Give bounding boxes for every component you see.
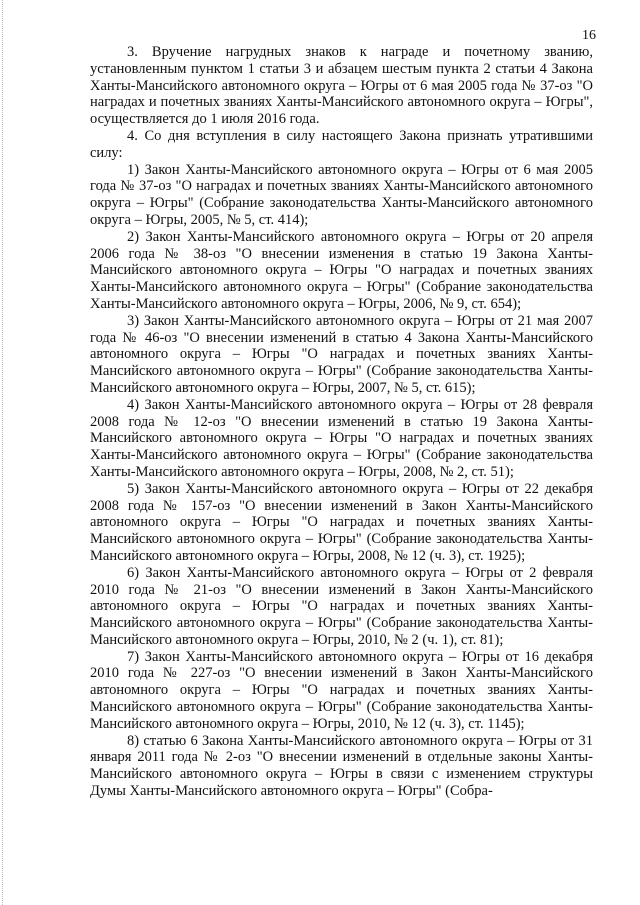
document-body: [90, 44, 593, 800]
list-item-repeal-2: 2) Закон Ханты-Мансийского автономного округа – Югры от 20 апреля 2006 года № 38-оз "О внесении изменения в статью 19 Закона Ханты-Мансийского автономного округа – Югры "О наградах и почетных званиях Ханты-Мансийского автономного округа – Югры" (Собрание законодательства Ханты-Мансийского автономного округа – Югры, 2006, № 9, ст. 654);: [90, 228, 593, 312]
list-item-repeal-4: 4) Закон Ханты-Мансийского автономного округа – Югры от 28 февраля 2008 года № 12-оз "О внесении изменений в статью 19 Закона Ханты-Мансийского автономного округа – Югры "О наградах и почетных званиях Ханты-Мансийского автономного округа – Югры" (Собрание законодательства Ханты-Мансийского автономного округа – Югры, 2008, № 2, ст. 51);: [90, 396, 593, 480]
scan-edge: [2, 0, 4, 905]
list-item-repeal-8: 8) статью 6 Закона Ханты-Мансийского автономного округа – Югры от 31 января 2011 года № 2-оз "О внесении изменений в отдельные законы Ханты-Мансийского автономного округа – Югры в связи с изменением структуры Думы Ханты-Мансийского автономного округа – Югры" (Собра-: [90, 732, 593, 800]
list-item-repeal-5: 5) Закон Ханты-Мансийского автономного округа – Югры от 22 декабря 2008 года № 157-оз "О внесении изменений в Закон Ханты-Мансийского автономного округа – Югры "О наградах и почетных званиях Ханты-Мансийского автономного округа – Югры" (Собрание законодательства Ханты-Мансийского автономного округа – Югры, 2008, № 12 (ч. 3), ст. 1925);: [90, 480, 593, 564]
paragraph-awards-deadline: 3. Вручение нагрудных знаков к награде и почетному званию, установленным пунктом 1 статьи 3 и абзацем шестым пункта 2 статьи 4 Закона Ханты-Мансийского автономного округа – Югры от 6 мая 2005 года № 37-оз "О наградах и почетных званиях Ханты-Мансийского автономного округа – Югры", осуществляется до 1 июля 2016 года.: [90, 44, 593, 128]
list-item-repeal-3: 3) Закон Ханты-Мансийского автономного округа – Югры от 21 мая 2007 года № 46-оз "О внесении изменений в статью 4 Закона Ханты-Мансийского автономного округа – Югры "О наградах и почетных званиях Ханты-Мансийского автономного округа – Югры" (Собрание законодательства Ханты-Мансийского автономного округа – Югры, 2007, № 5, ст. 615);: [90, 312, 593, 396]
list-item-repeal-1: 1) Закон Ханты-Мансийского автономного округа – Югры от 6 мая 2005 года № 37-оз "О наградах и почетных званиях Ханты-Мансийского автономного округа – Югры" (Собрание законодательства Ханты-Мансийского автономного округа – Югры, 2005, № 5, ст. 414);: [90, 161, 593, 228]
page-number: 16: [582, 28, 596, 43]
list-item-repeal-6: 6) Закон Ханты-Мансийского автономного округа – Югры от 2 февраля 2010 года № 21-оз "О внесении изменений в Закон Ханты-Мансийского автономного округа – Югры "О наградах и почетных званиях Ханты-Мансийского автономного округа – Югры" (Собрание законодательства Ханты-Мансийского автономного округа – Югры, 2010, № 2 (ч. 1), ст. 81);: [90, 564, 593, 648]
list-item-repeal-7: 7) Закон Ханты-Мансийского автономного округа – Югры от 16 декабря 2010 года № 227-оз "О внесении изменений в Закон Ханты-Мансийского автономного округа – Югры "О наградах и почетных званиях Ханты-Мансийского автономного округа – Югры" (Собрание законодательства Ханты-Мансийского автономного округа – Югры, 2010, № 12 (ч. 3), ст. 1145);: [90, 648, 593, 732]
paragraph-repeal-intro: 4. Со дня вступления в силу настоящего Закона признать утратившими силу:: [90, 127, 593, 161]
